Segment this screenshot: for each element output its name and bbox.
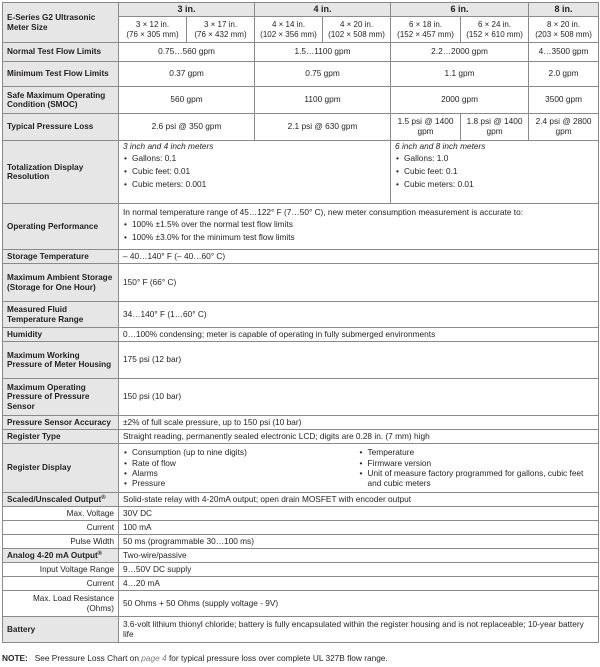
table-row bbox=[3, 87, 599, 114]
table-row bbox=[3, 43, 599, 62]
table-row bbox=[3, 250, 599, 264]
value-cell: 30V DC bbox=[119, 507, 599, 521]
table-row bbox=[3, 563, 599, 577]
row-sublabel: Current bbox=[3, 577, 119, 591]
group-header-8in: 8 in. bbox=[529, 3, 599, 17]
list-item: • Cubic feet: 0.1 bbox=[395, 165, 594, 178]
table-row bbox=[3, 302, 599, 328]
meter-size-header: E-Series G2 Ultrasonic Meter Size bbox=[3, 3, 119, 43]
group-header-3in: 3 in. bbox=[119, 3, 255, 17]
note-text: See Pressure Loss Chart on bbox=[34, 653, 139, 663]
row-sublabel: Pulse Width bbox=[3, 535, 119, 549]
value-cell: 3500 gpm bbox=[529, 87, 599, 114]
table-row bbox=[3, 204, 599, 250]
row-label: Pressure Sensor Accuracy bbox=[3, 416, 119, 430]
table-row bbox=[3, 521, 599, 535]
list-item: • Pressure bbox=[123, 478, 359, 488]
value-cell: 1.1 gpm bbox=[391, 62, 529, 87]
table-row bbox=[3, 549, 599, 563]
list-item: • Consumption (up to nine digits) bbox=[123, 447, 359, 457]
value-cell: 1100 gpm bbox=[255, 87, 391, 114]
row-sublabel: Current bbox=[3, 521, 119, 535]
size-cell: 4 × 14 in. (102 × 356 mm) bbox=[255, 17, 323, 43]
table-row bbox=[3, 264, 599, 302]
size-cell: 3 × 17 in. (76 × 432 mm) bbox=[187, 17, 255, 43]
group-header-6in: 6 in. bbox=[391, 3, 529, 17]
table-row bbox=[3, 114, 599, 141]
table-row bbox=[3, 617, 599, 643]
row-label: Maximum Operating Pressure of Pressure Sensor bbox=[3, 379, 119, 416]
value-cell: 1.5 psi @ 1400 gpm bbox=[391, 114, 461, 141]
note-text: for typical pressure loss over complete UL 327B flow range. bbox=[168, 653, 388, 663]
table-row bbox=[3, 493, 599, 507]
footnote bbox=[2, 654, 388, 664]
page-link[interactable]: page 4 bbox=[141, 653, 167, 663]
value-cell: 2.6 psi @ 350 gpm bbox=[119, 114, 255, 141]
row-label: Register Type bbox=[3, 430, 119, 444]
performance-intro: In normal temperature range of 45…122° F (7…50° C), new meter consumption measurement is accurate to: bbox=[123, 207, 524, 218]
value-cell: 50 Ohms + 50 Ohms (supply voltage - 9V) bbox=[119, 591, 599, 617]
table-row bbox=[3, 577, 599, 591]
value-cell: 2.4 psi @ 2800 gpm bbox=[529, 114, 599, 141]
section-title: 6 inch and 8 inch meters bbox=[395, 141, 486, 151]
list-item: • Temperature bbox=[359, 447, 595, 457]
row-sublabel: Input Voltage Range bbox=[3, 563, 119, 577]
list-item: • Gallons: 1.0 bbox=[395, 152, 594, 165]
row-label: Maximum Ambient Storage (Storage for One Hour) bbox=[3, 264, 119, 302]
value-cell: 1.8 psi @ 1400 gpm bbox=[461, 114, 529, 141]
list-item: • Unit of measure factory programmed for gallons, cubic feet and cubic meters bbox=[359, 468, 595, 489]
value-cell: 2.0 gpm bbox=[529, 62, 599, 87]
list-item: • Firmware version bbox=[359, 458, 595, 468]
value-cell: 34…140° F (1…60° C) bbox=[119, 302, 599, 328]
row-label: Storage Temperature bbox=[3, 250, 119, 264]
table-row bbox=[3, 379, 599, 416]
table-row bbox=[3, 328, 599, 342]
table-row bbox=[3, 430, 599, 444]
section-title: 3 inch and 4 inch meters bbox=[123, 141, 214, 151]
row-label: Totalization Display Resolution bbox=[3, 141, 119, 204]
value-cell: 0…100% condensing; meter is capable of operating in fully submerged environments bbox=[119, 328, 599, 342]
row-label: Normal Test Flow Limits bbox=[3, 43, 119, 62]
row-sublabel: Max. Load Resistance (Ohms) bbox=[3, 591, 119, 617]
table-row bbox=[3, 141, 599, 204]
value-cell: 50 ms (programmable 30…100 ms) bbox=[119, 535, 599, 549]
table-row bbox=[3, 507, 599, 521]
group-header-4in: 4 in. bbox=[255, 3, 391, 17]
list-item: • 100% ±3.0% for the minimum test flow limits bbox=[123, 231, 594, 244]
value-cell: 4…3500 gpm bbox=[529, 43, 599, 62]
value-cell: 150° F (66° C) bbox=[119, 264, 599, 302]
value-cell: 100 mA bbox=[119, 521, 599, 535]
table-row bbox=[3, 342, 599, 379]
value-cell: – 40…140° F (– 40…60° C) bbox=[119, 250, 599, 264]
value-cell bbox=[119, 444, 599, 493]
value-cell: 2.1 psi @ 630 gpm bbox=[255, 114, 391, 141]
size-cell: 4 × 20 in. (102 × 508 mm) bbox=[323, 17, 391, 43]
value-cell: 150 psi (10 bar) bbox=[119, 379, 599, 416]
table-row bbox=[3, 591, 599, 617]
totalization-small-meters bbox=[119, 141, 391, 204]
value-cell: 1.5…1100 gpm bbox=[255, 43, 391, 62]
size-cell: 3 × 12 in. (76 × 305 mm) bbox=[119, 17, 187, 43]
value-cell: 0.37 gpm bbox=[119, 62, 255, 87]
spec-table-container bbox=[2, 2, 598, 643]
row-label: Scaled/Unscaled Output® bbox=[3, 493, 119, 507]
value-cell: 560 gpm bbox=[119, 87, 255, 114]
size-cell: 6 × 24 in. (152 × 610 mm) bbox=[461, 17, 529, 43]
list-item: • Rate of flow bbox=[123, 458, 359, 468]
row-label: Typical Pressure Loss bbox=[3, 114, 119, 141]
value-cell: 9…50V DC supply bbox=[119, 563, 599, 577]
size-cell: 8 × 20 in. (203 × 508 mm) bbox=[529, 17, 599, 43]
list-item: • Alarms bbox=[123, 468, 359, 478]
list-item: • 100% ±1.5% over the normal test flow limits bbox=[123, 218, 594, 231]
value-cell: Straight reading, permanently sealed electronic LCD; digits are 0.28 in. (7 mm) high bbox=[119, 430, 599, 444]
value-cell: Two-wire/passive bbox=[119, 549, 599, 563]
list-item: • Gallons: 0.1 bbox=[123, 152, 386, 165]
table-row bbox=[3, 62, 599, 87]
table-row bbox=[3, 416, 599, 430]
list-item: • Cubic meters: 0.001 bbox=[123, 178, 386, 191]
row-label: Battery bbox=[3, 617, 119, 643]
note-label: NOTE: bbox=[2, 653, 28, 663]
row-label: Maximum Working Pressure of Meter Housing bbox=[3, 342, 119, 379]
value-cell bbox=[119, 204, 599, 250]
row-label: Operating Performance bbox=[3, 204, 119, 250]
value-cell: Solid-state relay with 4-20mA output; open drain MOSFET with encoder output bbox=[119, 493, 599, 507]
specifications-table bbox=[2, 2, 599, 643]
list-item: • Cubic meters: 0.01 bbox=[395, 178, 594, 191]
totalization-large-meters bbox=[391, 141, 599, 204]
value-cell: 3.6-volt lithium thionyl chloride; battery is fully encapsulated within the register housing and is not replaceable; 10-year battery life bbox=[119, 617, 599, 643]
row-sublabel: Max. Voltage bbox=[3, 507, 119, 521]
table-row bbox=[3, 444, 599, 493]
table-row bbox=[3, 535, 599, 549]
row-label: Analog 4-20 mA Output® bbox=[3, 549, 119, 563]
value-cell: 175 psi (12 bar) bbox=[119, 342, 599, 379]
row-label: Minimum Test Flow Limits bbox=[3, 62, 119, 87]
value-cell: 0.75…560 gpm bbox=[119, 43, 255, 62]
value-cell: 2.2…2000 gpm bbox=[391, 43, 529, 62]
value-cell: 0.75 gpm bbox=[255, 62, 391, 87]
value-cell: 2000 gpm bbox=[391, 87, 529, 114]
value-cell: ±2% of full scale pressure, up to 150 psi (10 bar) bbox=[119, 416, 599, 430]
list-item: • Cubic feet: 0.01 bbox=[123, 165, 386, 178]
value-cell: 4…20 mA bbox=[119, 577, 599, 591]
size-cell: 6 × 18 in. (152 × 457 mm) bbox=[391, 17, 461, 43]
row-label: Safe Maximum Operating Condition (SMOC) bbox=[3, 87, 119, 114]
row-label: Register Display bbox=[3, 444, 119, 493]
row-label: Humidity bbox=[3, 328, 119, 342]
row-label: Measured Fluid Temperature Range bbox=[3, 302, 119, 328]
